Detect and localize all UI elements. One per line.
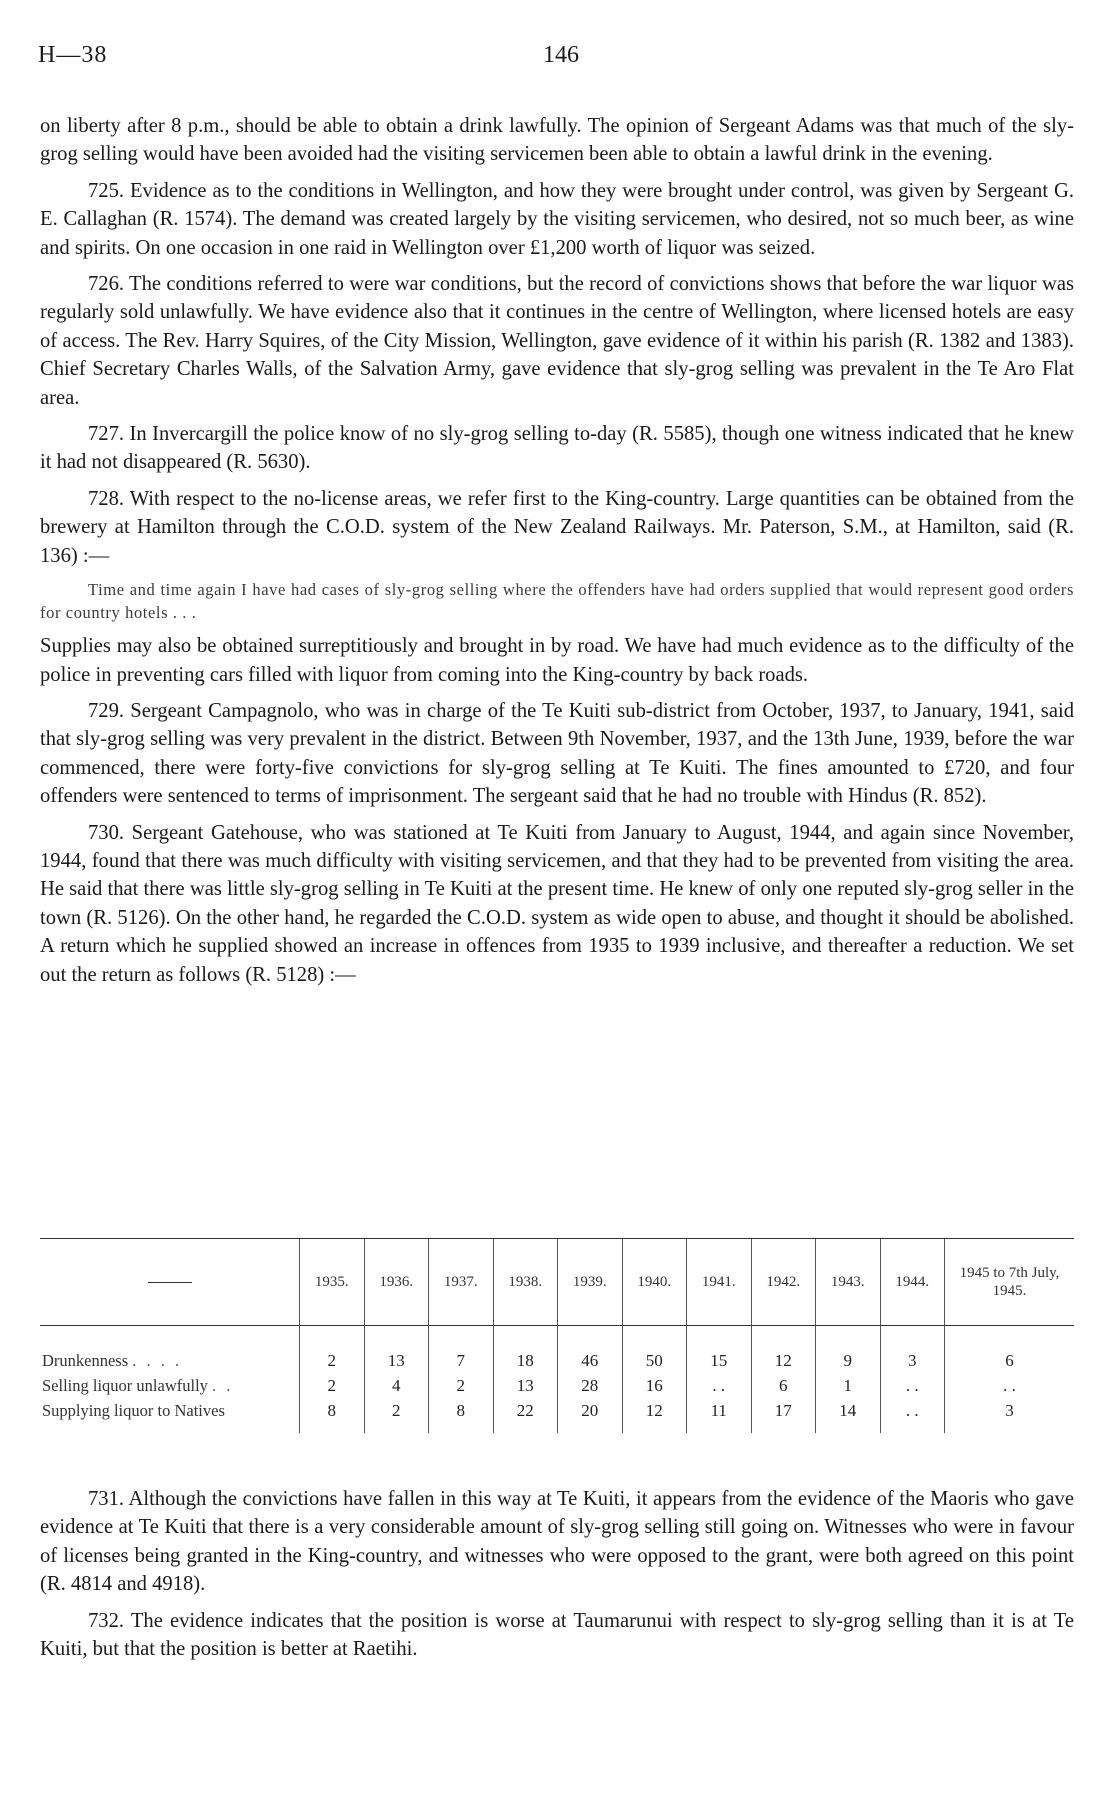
row-label: Supplying liquor to Natives [42, 1401, 225, 1420]
column-header: 1937. [429, 1239, 494, 1326]
table-cell: . . [687, 1373, 752, 1398]
table-cell: 4 [364, 1373, 429, 1398]
paragraph-730: 730. Sergeant Gatehouse, who was stationed at Te Kuiti from January to August, 1944, and again since November, 1944, found that there was much difficulty with visiting servicemen, and that they had to be prevented from visiting the area. He said that there was little sly-grog selling in Te Kuiti at the present time. He knew of only one reputed sly-grog seller in the town (R. 5126). On the other hand, he regarded the C.O.D. system as wide open to abuse, and thought it should be abolished. A return which he supplied showed an increase in offences from 1935 to 1939 inclusive, and thereafter a reduction. We set out the return as follows (R. 5128) :— [40, 821, 1074, 986]
table-cell: 2 [300, 1373, 365, 1398]
table-cell: 15 [687, 1326, 752, 1374]
table-row [40, 1326, 1074, 1374]
column-header: 1944. [880, 1239, 945, 1326]
table-cell: . . [945, 1373, 1075, 1398]
table-row [40, 1373, 1074, 1398]
column-header: 1941. [687, 1239, 752, 1326]
table-cell: 50 [622, 1326, 687, 1374]
column-header: 1940. [622, 1239, 687, 1326]
table-cell: 18 [493, 1326, 558, 1374]
paragraph-726: 726. The conditions referred to were war conditions, but the record of convictions shows that before the war liquor was regularly sold unlawfully. We have evidence also that it continues in the centre of Wellington, where licensed hotels are easy of access. The Rev. Harry Squires, of the City Mission, Wellington, gave evidence of it within his parish (R. 1382 and 1383). Chief Secretary Charles Walls, of the Salvation Army, gave evidence that sly-grog selling was prevalent in the Te Aro Flat area. [40, 273, 1074, 409]
column-header: 1945 to 7th July, 1945. [945, 1239, 1075, 1326]
table-cell: 1 [816, 1373, 881, 1398]
header-blank [40, 1239, 300, 1326]
body-text-after-table [40, 1485, 1074, 1671]
table-cell: 2 [429, 1373, 494, 1398]
table-cell: 7 [429, 1326, 494, 1374]
paragraph-732: 732. The evidence indicates that the position is worse at Taumarunui with respect to sly-grog selling than it is at Te Kuiti, but that the position is better at Raetihi. [40, 1609, 1074, 1661]
paragraph-727: 727. In Invercargill the police know of no sly-grog selling to-day (R. 5585), though one witness indicated that he knew it had not disappeared (R. 5630). [40, 423, 1074, 474]
table-cell: 12 [622, 1398, 687, 1433]
paragraph-728: 728. With respect to the no-license areas, we refer first to the King-country. Large quantities can be obtained from the brewery at Hamilton through the C.O.D. system of the New Zealand Railways. Mr. Paterson, S.M., at Hamilton, said (R. 136) :— [40, 487, 1074, 567]
page-header [38, 42, 1078, 82]
offences-return-table-wrap [40, 1238, 1074, 1433]
paragraph-supplies: Supplies may also be obtained surreptitiously and brought in by road. We have had much evidence as to the difficulty of the police in preventing cars filled with liquor from coming into the King-country by back roads. [40, 635, 1074, 686]
column-header: 1942. [751, 1239, 816, 1326]
table-cell: 14 [816, 1398, 881, 1433]
offences-return-table [40, 1238, 1074, 1433]
row-label: Drunkenness . . . . [42, 1351, 183, 1370]
row-label: Selling liquor unlawfully . . [42, 1376, 234, 1395]
table-row [40, 1398, 1074, 1433]
paragraph-continued: on liberty after 8 p.m., should be able to obtain a drink lawfully. The opinion of Sergeant Adams was that much of the sly-grog selling would have been avoided had the visiting servicemen been able to obtain a lawful drink in the evening. [40, 115, 1074, 166]
column-header: 1943. [816, 1239, 881, 1326]
table-cell: 28 [558, 1373, 623, 1398]
table-cell: 2 [300, 1326, 365, 1374]
page-number: 146 [543, 42, 579, 68]
table-cell: 9 [816, 1326, 881, 1374]
paragraph-729: 729. Sergeant Campagnolo, who was in charge of the Te Kuiti sub-district from October, 1937, to January, 1941, said that sly-grog selling was very prevalent in the district. Between 9th November, 1937, and the 13th June, 1939, before the war commenced, there were forty-five convictions for sly-grog selling at Te Kuiti. The fines amounted to £720, and four offenders were sentenced to terms of imprisonment. The sergeant said that he had no trouble with Hindus (R. 852). [40, 699, 1074, 808]
column-header: 1935. [300, 1239, 365, 1326]
table-cell: 13 [493, 1373, 558, 1398]
column-header: 1938. [493, 1239, 558, 1326]
quotation: Time and time again I have had cases of sly-grog selling where the offenders have had orders supplied that would represent good orders for country hotels . . . [40, 580, 1074, 623]
table-cell: 12 [751, 1326, 816, 1374]
table-cell: 8 [300, 1398, 365, 1433]
table-cell: 22 [493, 1398, 558, 1433]
table-cell: 3 [945, 1398, 1075, 1433]
table-cell: 17 [751, 1398, 816, 1433]
table-cell: . . [880, 1373, 945, 1398]
paragraph-731: 731. Although the convictions have fallen in this way at Te Kuiti, it appears from the evidence of the Maoris who gave evidence at Te Kuiti that there is a very considerable amount of sly-grog selling still going on. Witnesses who were in favour of licenses being granted in the King-country, and witnesses who were opposed to the grant, were both agreed on this point (R. 4814 and 4918). [40, 1488, 1074, 1596]
body-text [40, 112, 1074, 997]
table-cell: 46 [558, 1326, 623, 1374]
table-cell: 11 [687, 1398, 752, 1433]
table-cell: 13 [364, 1326, 429, 1374]
table-header-row [40, 1239, 1074, 1326]
table-cell: 16 [622, 1373, 687, 1398]
table-cell: 20 [558, 1398, 623, 1433]
table-cell: 8 [429, 1398, 494, 1433]
header-dash [148, 1282, 192, 1283]
table-cell: 2 [364, 1398, 429, 1433]
table-cell: . . [880, 1398, 945, 1433]
table-cell: 6 [945, 1326, 1075, 1374]
column-header: 1939. [558, 1239, 623, 1326]
table-cell: 6 [751, 1373, 816, 1398]
column-header: 1936. [364, 1239, 429, 1326]
document-reference: H—38 [38, 42, 108, 68]
paragraph-725: 725. Evidence as to the conditions in Wellington, and how they were brought under control, was given by Sergeant G. E. Callaghan (R. 1574). The demand was created largely by the visiting servicemen, who desired, not so much beer, as wine and spirits. On one occasion in one raid in Wellington over £1,200 worth of liquor was seized. [40, 179, 1074, 259]
table-cell: 3 [880, 1326, 945, 1374]
